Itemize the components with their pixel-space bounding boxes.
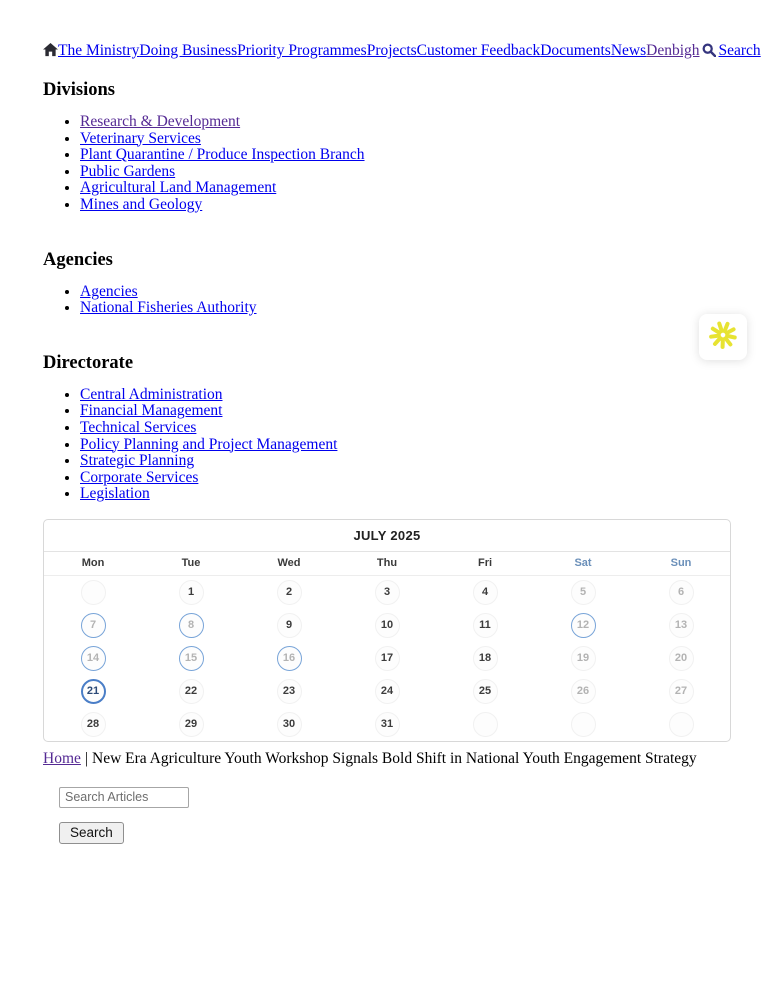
yellow-asterisk-burst-icon — [708, 320, 738, 355]
weekday-tue: Tue — [181, 557, 201, 570]
list-item — [80, 180, 730, 197]
weekday-sun: Sun — [670, 557, 692, 570]
nav-link-priority-programmes[interactable]: Priority Programmes — [237, 42, 367, 59]
link-central-administration[interactable]: Central Administration — [80, 385, 223, 403]
day-circle: 14 — [81, 646, 106, 671]
weekday-mon: Mon — [81, 557, 105, 570]
nav-link-news[interactable]: News — [610, 42, 647, 59]
link-strategic-planning[interactable]: Strategic Planning — [80, 452, 195, 470]
list-item — [80, 420, 730, 437]
nav-links — [58, 42, 700, 59]
list-item — [80, 470, 730, 487]
day-circle: 15 — [179, 646, 204, 671]
day-circle: 11 — [473, 613, 498, 638]
calendar-day[interactable] — [240, 642, 338, 675]
calendar-day[interactable] — [338, 675, 436, 708]
day-circle: 12 — [571, 613, 596, 638]
calendar-day-today[interactable] — [44, 675, 142, 708]
nav-link-documents[interactable]: Documents — [540, 42, 611, 59]
list-item — [80, 453, 730, 470]
link-veterinary-services[interactable]: Veterinary Services — [80, 129, 201, 147]
day-circle: 16 — [277, 646, 302, 671]
day-circle: 20 — [669, 646, 694, 671]
calendar-empty-cell — [632, 708, 730, 741]
day-circle: 7 — [81, 613, 106, 638]
link-corporate-services[interactable]: Corporate Services — [80, 468, 199, 486]
day-circle: 4 — [473, 580, 498, 605]
list-item — [80, 131, 730, 148]
calendar-day[interactable] — [338, 642, 436, 675]
calendar-day[interactable] — [338, 708, 436, 741]
day-circle — [669, 712, 694, 737]
calendar-day[interactable] — [632, 675, 730, 708]
day-circle: 13 — [669, 613, 694, 638]
nav-link-projects[interactable]: Projects — [366, 42, 417, 59]
day-circle: 23 — [277, 679, 302, 704]
search-articles-input[interactable] — [59, 787, 189, 808]
weekday-sat: Sat — [574, 557, 592, 570]
day-circle: 2 — [277, 580, 302, 605]
calendar-day[interactable] — [142, 576, 240, 609]
day-circle: 25 — [473, 679, 498, 704]
breadcrumb-separator: | — [84, 749, 88, 767]
calendar-widget — [43, 519, 731, 742]
day-circle — [473, 712, 498, 737]
calendar-day[interactable] — [240, 708, 338, 741]
list-item — [80, 197, 730, 214]
nav-search[interactable] — [702, 42, 761, 59]
day-circle: 5 — [571, 580, 596, 605]
day-circle: 19 — [571, 646, 596, 671]
home-icon[interactable] — [43, 42, 58, 59]
day-circle — [571, 712, 596, 737]
link-legislation[interactable]: Legislation — [80, 485, 150, 503]
calendar-day[interactable] — [142, 708, 240, 741]
article-title: New Era Agriculture Youth Workshop Signals Bold Shift in National Youth Engagement Strategy — [92, 749, 697, 767]
top-nav — [43, 42, 761, 59]
calendar-day[interactable] — [632, 609, 730, 642]
calendar-day[interactable] — [632, 576, 730, 609]
calendar-day[interactable] — [44, 609, 142, 642]
day-circle: 9 — [277, 613, 302, 638]
link-financial-management[interactable]: Financial Management — [80, 402, 223, 420]
home-link[interactable]: Home — [43, 749, 81, 767]
link-agencies[interactable]: Agencies — [80, 282, 138, 300]
calendar-weekday-row — [44, 552, 730, 576]
calendar-title: JULY 2025 — [44, 520, 730, 552]
list-item — [80, 486, 730, 503]
day-circle: 1 — [179, 580, 204, 605]
calendar-day[interactable] — [436, 642, 534, 675]
breadcrumb — [43, 750, 730, 767]
section-heading-agencies: Agencies — [43, 249, 113, 270]
day-circle: 6 — [669, 580, 694, 605]
calendar-day[interactable] — [142, 675, 240, 708]
calendar-day[interactable] — [632, 642, 730, 675]
list-item — [80, 147, 730, 164]
day-circle: 31 — [375, 712, 400, 737]
calendar-empty-cell — [436, 708, 534, 741]
link-research-development[interactable]: Research & Development — [80, 113, 241, 130]
day-circle: 29 — [179, 712, 204, 737]
day-circle: 26 — [571, 679, 596, 704]
article-search — [43, 787, 730, 844]
list-item — [80, 403, 730, 420]
calendar-day[interactable] — [436, 675, 534, 708]
calendar-day[interactable] — [44, 708, 142, 741]
day-circle: 21 — [81, 679, 106, 704]
nav-link-denbigh[interactable]: Denbigh — [646, 42, 700, 59]
calendar-day[interactable] — [240, 675, 338, 708]
day-circle: 22 — [179, 679, 204, 704]
day-circle: 30 — [277, 712, 302, 737]
calendar-empty-cell — [534, 708, 632, 741]
list-item — [80, 164, 730, 181]
day-circle: 8 — [179, 613, 204, 638]
calendar-day[interactable] — [534, 609, 632, 642]
weekday-fri: Fri — [477, 557, 493, 570]
accessibility-widget-button[interactable] — [699, 314, 747, 360]
list-item — [80, 284, 730, 301]
list-item — [80, 387, 730, 404]
nav-link-customer-feedback[interactable]: Customer Feedback — [416, 42, 541, 59]
day-circle: 17 — [375, 646, 400, 671]
section-list-directorate — [43, 387, 730, 503]
day-circle: 27 — [669, 679, 694, 704]
list-item — [80, 437, 730, 454]
calendar-empty-cell — [44, 576, 142, 609]
calendar-day[interactable] — [338, 576, 436, 609]
calendar-day[interactable] — [44, 642, 142, 675]
search-link[interactable]: Search — [718, 42, 761, 59]
weekday-thu: Thu — [376, 557, 398, 570]
link-sections — [43, 80, 730, 503]
section-list-agencies — [43, 284, 730, 317]
link-mines-and-geology[interactable]: Mines and Geology — [80, 195, 203, 213]
link-technical-services[interactable]: Technical Services — [80, 418, 197, 436]
calendar-day[interactable] — [534, 576, 632, 609]
link-national-fisheries-authority[interactable]: National Fisheries Authority — [80, 299, 257, 317]
search-icon — [702, 42, 716, 59]
calendar-day[interactable] — [534, 642, 632, 675]
day-circle: 18 — [473, 646, 498, 671]
section-list-divisions — [43, 114, 730, 214]
day-circle — [81, 580, 106, 605]
section-heading-divisions: Divisions — [43, 80, 115, 100]
day-circle: 10 — [375, 613, 400, 638]
list-item — [80, 300, 730, 317]
calendar-day[interactable] — [436, 576, 534, 609]
link-plant-quarantine-produce-inspection-branch[interactable]: Plant Quarantine / Produce Inspection Branch — [80, 146, 365, 164]
day-circle: 3 — [375, 580, 400, 605]
day-circle: 24 — [375, 679, 400, 704]
calendar-day[interactable] — [338, 609, 436, 642]
link-public-gardens[interactable]: Public Gardens — [80, 162, 176, 180]
calendar-day[interactable] — [436, 609, 534, 642]
link-agricultural-land-management[interactable]: Agricultural Land Management — [80, 179, 277, 197]
link-policy-planning-and-project-management[interactable]: Policy Planning and Project Management — [80, 435, 338, 453]
search-button[interactable]: Search — [59, 822, 124, 844]
nav-link-the-ministry[interactable]: The Ministry — [58, 42, 140, 59]
calendar-day[interactable] — [142, 609, 240, 642]
calendar-grid — [44, 576, 730, 741]
nav-link-doing-business[interactable]: Doing Business — [139, 42, 238, 59]
section-heading-directorate: Directorate — [43, 352, 134, 373]
calendar-day[interactable] — [240, 609, 338, 642]
day-circle: 28 — [81, 712, 106, 737]
calendar-day[interactable] — [240, 576, 338, 609]
calendar-day[interactable] — [534, 675, 632, 708]
weekday-wed: Wed — [277, 557, 301, 570]
list-item — [80, 114, 730, 131]
calendar-day[interactable] — [142, 642, 240, 675]
